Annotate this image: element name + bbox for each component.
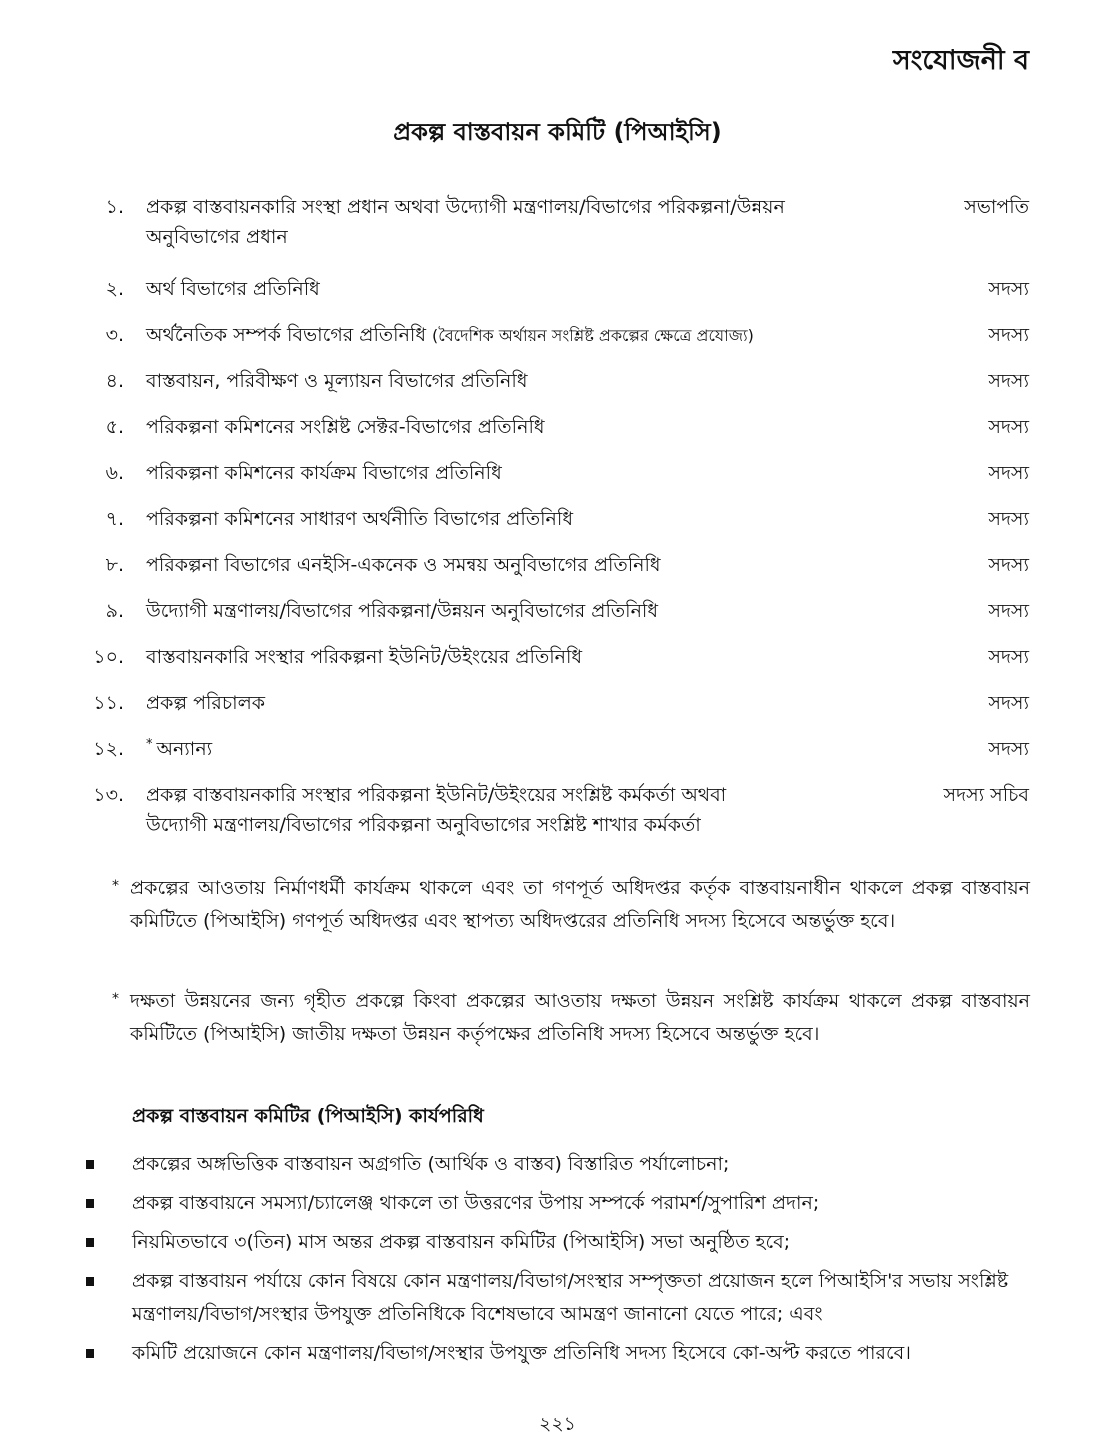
member-role: সদস্য [988,416,1029,438]
square-bullet-icon [86,1199,94,1208]
member-row [0,504,1115,550]
member-description [146,192,916,252]
member-description [146,780,916,840]
footnote [112,872,1030,938]
member-row [0,642,1115,688]
appendix-label: সংযোজনী ব [892,45,1029,76]
list-item [0,1226,1032,1259]
page-number: ২২১ [538,1413,577,1435]
footnote-text: প্রকল্পের আওতায় নির্মাণধর্মী কার্যক্রম থাকলে এবং তা গণপূর্ত অধিদপ্তর কর্তৃক বাস্তবায়নাধীন থাকলে প্রকল্প বাস্তবায়ন কমিটিতে (পিআইসি) গণপূর্ত অধিদপ্তর এবং স্থাপত্য অধিদপ্তরের প্রতিনিধি সদস্য হিসেবে অন্তর্ভুক্ত হবে। [130,877,1030,932]
member-description: পরিকল্পনা কমিশনের কার্যক্রম বিভাগের প্রতিনিধি [146,462,502,484]
list-item [0,1265,1032,1331]
member-list [0,192,1115,848]
member-description: পরিকল্পনা বিভাগের এনইসি-একনেক ও সমন্বয় অনুবিভাগের প্রতিনিধি [146,554,661,576]
footnote-text: দক্ষতা উন্নয়নের জন্য গৃহীত প্রকল্পে কিংবা প্রকল্পের আওতায় দক্ষতা উন্নয়ন সংশ্লিষ্ট কার্যক্রম থাকলে প্রকল্প বাস্তবায়ন কমিটিতে (পিআইসি) জাতীয় দক্ষতা উন্নয়ন কর্তৃপক্ষের প্রতিনিধি সদস্য হিসেবে অন্তর্ভুক্ত হবে। [130,990,1030,1045]
member-description: বাস্তবায়নকারি সংস্থার পরিকল্পনা ইউনিট/উইংয়ের প্রতিনিধি [146,646,583,668]
member-role: সদস্য [988,646,1029,668]
member-role: সদস্য সচিব [943,784,1029,806]
list-item-text: প্রকল্প বাস্তবায়নে সমস্যা/চ্যালেঞ্জ থাকলে তা উত্তরণের উপায় সম্পর্কে পরামর্শ/সুপারিশ প্রদান; [132,1192,820,1214]
member-description: উদ্যোগী মন্ত্রণালয়/বিভাগের পরিকল্পনা/উন্নয়ন অনুবিভাগের প্রতিনিধি [146,600,659,622]
member-number: ৯. [105,600,124,622]
member-number: ১১. [93,692,124,714]
member-row [0,320,1115,366]
member-description: পরিকল্পনা কমিশনের সংশ্লিষ্ট সেক্টর-বিভাগের প্রতিনিধি [146,416,545,438]
member-role: সদস্য [988,508,1029,530]
member-row [0,458,1115,504]
member-number: ৬. [105,462,124,484]
terms-of-reference-heading: প্রকল্প বাস্তবায়ন কমিটির (পিআইসি) কার্যপরিধি [132,1105,484,1127]
square-bullet-icon [86,1160,94,1169]
member-description-main: অর্থনৈতিক সম্পর্ক বিভাগের প্রতিনিধি [146,324,426,346]
member-role: সদস্য [988,738,1029,760]
terms-of-reference-list [0,1148,1115,1376]
member-description [146,320,916,351]
member-number: ১. [105,196,124,218]
page-title: প্রকল্প বাস্তবায়ন কমিটি (পিআইসি) [393,118,722,146]
member-description-line: উদ্যোগী মন্ত্রণালয়/বিভাগের পরিকল্পনা অনুবিভাগের সংশ্লিষ্ট শাখার কর্মকর্তা [146,814,701,836]
list-item [0,1337,1032,1370]
member-number: ৩. [105,324,124,346]
member-role: সদস্য [988,600,1029,622]
member-description [146,734,916,764]
member-role: সদস্য [988,278,1029,300]
member-description-note: (বৈদেশিক অর্থায়ন সংশ্লিষ্ট প্রকল্পের ক্ষেত্রে প্রযোজ্য) [432,326,754,345]
member-role: সদস্য [988,554,1029,576]
member-row [0,192,1115,252]
member-role: সদস্য [988,462,1029,484]
member-number: ১৩. [93,784,124,806]
member-description: পরিকল্পনা কমিশনের সাধারণ অর্থনীতি বিভাগের প্রতিনিধি [146,508,573,530]
member-description-line: প্রকল্প বাস্তবায়নকারি সংস্থা প্রধান অথবা উদ্যোগী মন্ত্রণালয়/বিভাগের পরিকল্পনা/উন্নয়ন [146,196,785,218]
footnote [112,985,1030,1051]
member-role: সদস্য [988,324,1029,346]
list-item [0,1187,1032,1220]
member-row [0,366,1115,412]
member-role: সদস্য [988,370,1029,392]
list-item-text: প্রকল্প বাস্তবায়ন পর্যায়ে কোন বিষয়ে কোন মন্ত্রণালয়/বিভাগ/সংস্থার সম্পৃক্ততা প্রয়োজন হলে পিআইসি'র সভায় সংশ্লিষ্ট মন্ত্রণালয়/বিভাগ/সংস্থার উপযুক্ত প্রতিনিধিকে বিশেষভাবে আমন্ত্রণ জানানো যেতে পারে; এবং [132,1270,1009,1325]
member-role: সদস্য [988,692,1029,714]
square-bullet-icon [86,1349,94,1358]
member-row [0,412,1115,458]
member-description-line: প্রকল্প বাস্তবায়নকারি সংস্থার পরিকল্পনা ইউনিট/উইংয়ের সংশ্লিষ্ট কর্মকর্তা অথবা [146,784,727,806]
member-row [0,780,1115,848]
member-number: ৪. [105,370,124,392]
member-description: অর্থ বিভাগের প্রতিনিধি [146,278,320,300]
member-row [0,274,1115,320]
list-item [0,1148,1032,1181]
list-item-text: কমিটি প্রয়োজনে কোন মন্ত্রণালয়/বিভাগ/সংস্থার উপযুক্ত প্রতিনিধি সদস্য হিসেবে কো-অপ্ট করতে পারবে। [132,1342,911,1364]
member-description-line: অনুবিভাগের প্রধান [146,226,288,248]
member-row [0,550,1115,596]
member-row [0,688,1115,734]
member-row [0,734,1115,780]
member-number: ১০. [93,646,124,668]
member-number: ৫. [105,416,124,438]
member-number: ৮. [105,554,124,576]
member-role: সভাপতি [964,196,1029,218]
member-number: ২. [105,278,124,300]
square-bullet-icon [86,1277,94,1286]
member-description: বাস্তবায়ন, পরিবীক্ষণ ও মূল্যায়ন বিভাগের প্রতিনিধি [146,370,528,392]
list-item-text: নিয়মিতভাবে ৩(তিন) মাস অন্তর প্রকল্প বাস্তবায়ন কমিটির (পিআইসি) সভা অনুষ্ঠিত হবে; [132,1231,791,1253]
asterisk-marker: * [146,737,153,752]
asterisk-marker: * [112,991,119,1007]
member-description: প্রকল্প পরিচালক [146,692,266,714]
member-number: ৭. [105,508,124,530]
asterisk-marker: * [112,878,119,894]
member-description-main: অন্যান্য [156,738,213,760]
member-number: ১২. [93,738,124,760]
square-bullet-icon [86,1238,94,1247]
member-row [0,596,1115,642]
list-item-text: প্রকল্পের অঙ্গভিত্তিক বাস্তবায়ন অগ্রগতি (আর্থিক ও বাস্তব) বিস্তারিত পর্যালোচনা; [132,1153,730,1175]
